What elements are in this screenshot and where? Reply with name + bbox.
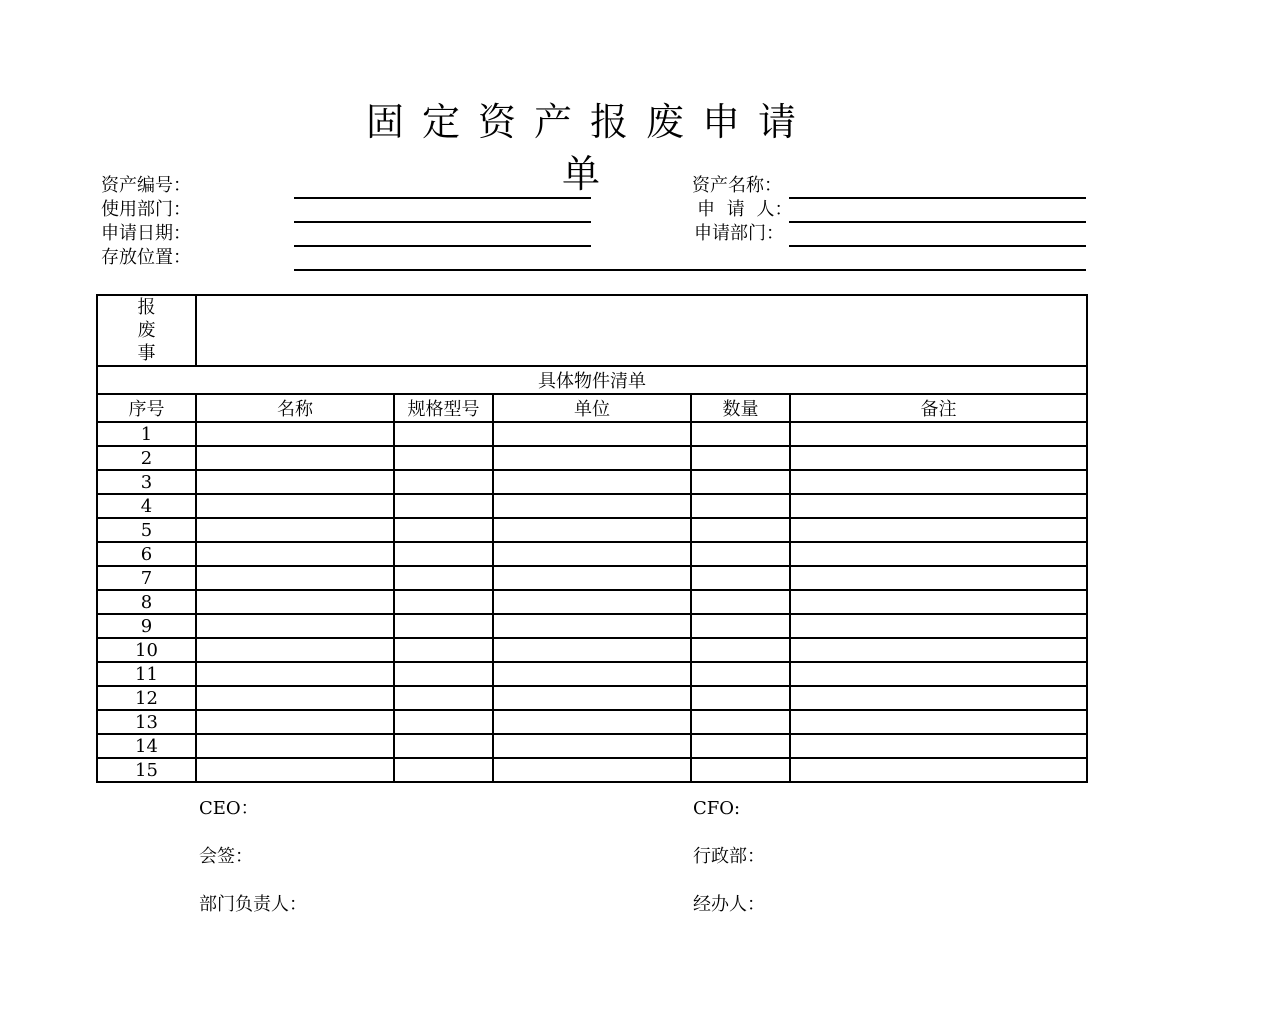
table-row [97, 686, 1087, 710]
table-row [97, 710, 1087, 734]
row-serial-no: 14 [97, 734, 196, 758]
row-quantity-cell[interactable] [691, 494, 790, 518]
row-spec-model-cell[interactable] [394, 734, 493, 758]
application-date-field[interactable] [294, 245, 591, 247]
countersign-label: 会签： [199, 846, 253, 867]
row-serial-no: 10 [97, 638, 196, 662]
scrap-reason-char: 报 [137, 297, 156, 318]
using-department-label: 使用部门： [101, 199, 191, 220]
row-remarks-cell[interactable] [790, 470, 1087, 494]
row-remarks-cell[interactable] [790, 542, 1087, 566]
row-name-cell[interactable] [196, 734, 394, 758]
header-serial-no: 序号 [97, 394, 196, 422]
row-name-cell[interactable] [196, 566, 394, 590]
department-head-signature-label: 部门负责人： [199, 894, 307, 915]
row-quantity-cell[interactable] [691, 422, 790, 446]
row-serial-no: 11 [97, 662, 196, 686]
row-quantity-cell[interactable] [691, 470, 790, 494]
table-row [97, 518, 1087, 542]
page-title: 固定资产报废申请单 [365, 100, 814, 196]
asset-name-label: 资产名称： [692, 175, 782, 196]
table-row [97, 734, 1087, 758]
scrap-form-table [96, 294, 1088, 783]
row-remarks-cell[interactable] [790, 638, 1087, 662]
cfo-signature-label: CFO: [693, 798, 741, 819]
table-row [97, 662, 1087, 686]
table-row [97, 470, 1087, 494]
scrap-reason-char: 废 [137, 320, 156, 341]
row-remarks-cell[interactable] [790, 734, 1087, 758]
row-name-cell[interactable] [196, 518, 394, 542]
row-remarks-cell[interactable] [790, 566, 1087, 590]
row-spec-model-cell[interactable] [394, 518, 493, 542]
row-remarks-cell[interactable] [790, 614, 1087, 638]
row-unit-cell[interactable] [493, 686, 691, 710]
ceo-signature-label: CEO： [199, 798, 259, 819]
row-unit-cell[interactable] [493, 662, 691, 686]
row-name-cell[interactable] [196, 542, 394, 566]
row-spec-model-cell[interactable] [394, 470, 493, 494]
admin-dept-signature-label: 行政部： [693, 846, 765, 867]
row-remarks-cell[interactable] [790, 422, 1087, 446]
row-unit-cell[interactable] [493, 470, 691, 494]
row-serial-no: 6 [97, 542, 196, 566]
table-row [97, 422, 1087, 446]
row-quantity-cell[interactable] [691, 758, 790, 782]
row-name-cell[interactable] [196, 590, 394, 614]
row-unit-cell[interactable] [493, 422, 691, 446]
applicant-label: 申 请 人： [697, 199, 793, 220]
row-unit-cell[interactable] [493, 710, 691, 734]
row-quantity-cell[interactable] [691, 734, 790, 758]
row-name-cell[interactable] [196, 470, 394, 494]
row-serial-no: 7 [97, 566, 196, 590]
row-unit-cell[interactable] [493, 614, 691, 638]
row-quantity-cell[interactable] [691, 518, 790, 542]
row-spec-model-cell[interactable] [394, 590, 493, 614]
table-row [97, 638, 1087, 662]
row-quantity-cell[interactable] [691, 710, 790, 734]
row-unit-cell[interactable] [493, 590, 691, 614]
row-name-cell[interactable] [196, 422, 394, 446]
asset-number-field[interactable] [294, 197, 591, 199]
row-name-cell[interactable] [196, 638, 394, 662]
row-serial-no: 2 [97, 446, 196, 470]
row-quantity-cell[interactable] [691, 542, 790, 566]
header-quantity: 数量 [691, 394, 790, 422]
row-name-cell[interactable] [196, 662, 394, 686]
row-unit-cell[interactable] [493, 446, 691, 470]
applicant-field[interactable] [789, 221, 1086, 223]
row-serial-no: 15 [97, 758, 196, 782]
row-unit-cell[interactable] [493, 542, 691, 566]
asset-number-label: 资产编号： [101, 175, 191, 196]
row-quantity-cell[interactable] [691, 590, 790, 614]
row-name-cell[interactable] [196, 614, 394, 638]
row-spec-model-cell[interactable] [394, 662, 493, 686]
header-unit: 单位 [493, 394, 691, 422]
row-spec-model-cell[interactable] [394, 446, 493, 470]
row-serial-no: 13 [97, 710, 196, 734]
applying-department-label: 申请部门： [694, 223, 784, 244]
row-quantity-cell[interactable] [691, 446, 790, 470]
row-quantity-cell[interactable] [691, 614, 790, 638]
header-remarks: 备注 [790, 394, 1087, 422]
row-serial-no: 9 [97, 614, 196, 638]
row-unit-cell[interactable] [493, 566, 691, 590]
scrap-reason-label [97, 295, 196, 366]
handler-signature-label: 经办人： [693, 894, 765, 915]
row-serial-no: 8 [97, 590, 196, 614]
items-table-header-row [97, 394, 1087, 422]
row-name-cell[interactable] [196, 686, 394, 710]
row-remarks-cell[interactable] [790, 758, 1087, 782]
row-quantity-cell[interactable] [691, 638, 790, 662]
row-name-cell[interactable] [196, 446, 394, 470]
row-unit-cell[interactable] [493, 494, 691, 518]
row-name-cell[interactable] [196, 758, 394, 782]
row-quantity-cell[interactable] [691, 662, 790, 686]
table-row [97, 590, 1087, 614]
row-unit-cell[interactable] [493, 518, 691, 542]
row-name-cell[interactable] [196, 710, 394, 734]
table-row [97, 494, 1087, 518]
row-unit-cell[interactable] [493, 758, 691, 782]
row-spec-model-cell[interactable] [394, 422, 493, 446]
row-serial-no: 3 [97, 470, 196, 494]
row-remarks-cell[interactable] [790, 494, 1087, 518]
asset-name-field[interactable] [789, 197, 1086, 199]
table-row [97, 542, 1087, 566]
row-remarks-cell[interactable] [790, 518, 1087, 542]
items-table-caption: 具体物件清单 [97, 366, 1087, 394]
table-row [97, 446, 1087, 470]
row-spec-model-cell[interactable] [394, 566, 493, 590]
using-department-field[interactable] [294, 221, 591, 223]
applying-department-field[interactable] [789, 245, 1086, 247]
row-name-cell[interactable] [196, 494, 394, 518]
row-serial-no: 4 [97, 494, 196, 518]
row-remarks-cell[interactable] [790, 662, 1087, 686]
row-remarks-cell[interactable] [790, 710, 1087, 734]
table-row [97, 758, 1087, 782]
row-remarks-cell[interactable] [790, 686, 1087, 710]
row-spec-model-cell[interactable] [394, 686, 493, 710]
row-serial-no: 1 [97, 422, 196, 446]
storage-location-label: 存放位置： [101, 247, 191, 268]
table-row [97, 566, 1087, 590]
row-unit-cell[interactable] [493, 638, 691, 662]
row-quantity-cell[interactable] [691, 566, 790, 590]
row-serial-no: 12 [97, 686, 196, 710]
row-spec-model-cell[interactable] [394, 614, 493, 638]
scrap-reason-char: 事 [137, 343, 156, 364]
row-remarks-cell[interactable] [790, 446, 1087, 470]
row-spec-model-cell[interactable] [394, 710, 493, 734]
row-spec-model-cell[interactable] [394, 494, 493, 518]
row-spec-model-cell[interactable] [394, 638, 493, 662]
row-remarks-cell[interactable] [790, 590, 1087, 614]
row-spec-model-cell[interactable] [394, 542, 493, 566]
row-quantity-cell[interactable] [691, 686, 790, 710]
row-unit-cell[interactable] [493, 734, 691, 758]
storage-location-field[interactable] [294, 269, 1086, 271]
header-spec-model: 规格型号 [394, 394, 493, 422]
scrap-reason-field[interactable] [196, 295, 1087, 366]
header-name: 名称 [196, 394, 394, 422]
row-serial-no: 5 [97, 518, 196, 542]
row-spec-model-cell[interactable] [394, 758, 493, 782]
table-row [97, 614, 1087, 638]
application-date-label: 申请日期： [101, 223, 191, 244]
